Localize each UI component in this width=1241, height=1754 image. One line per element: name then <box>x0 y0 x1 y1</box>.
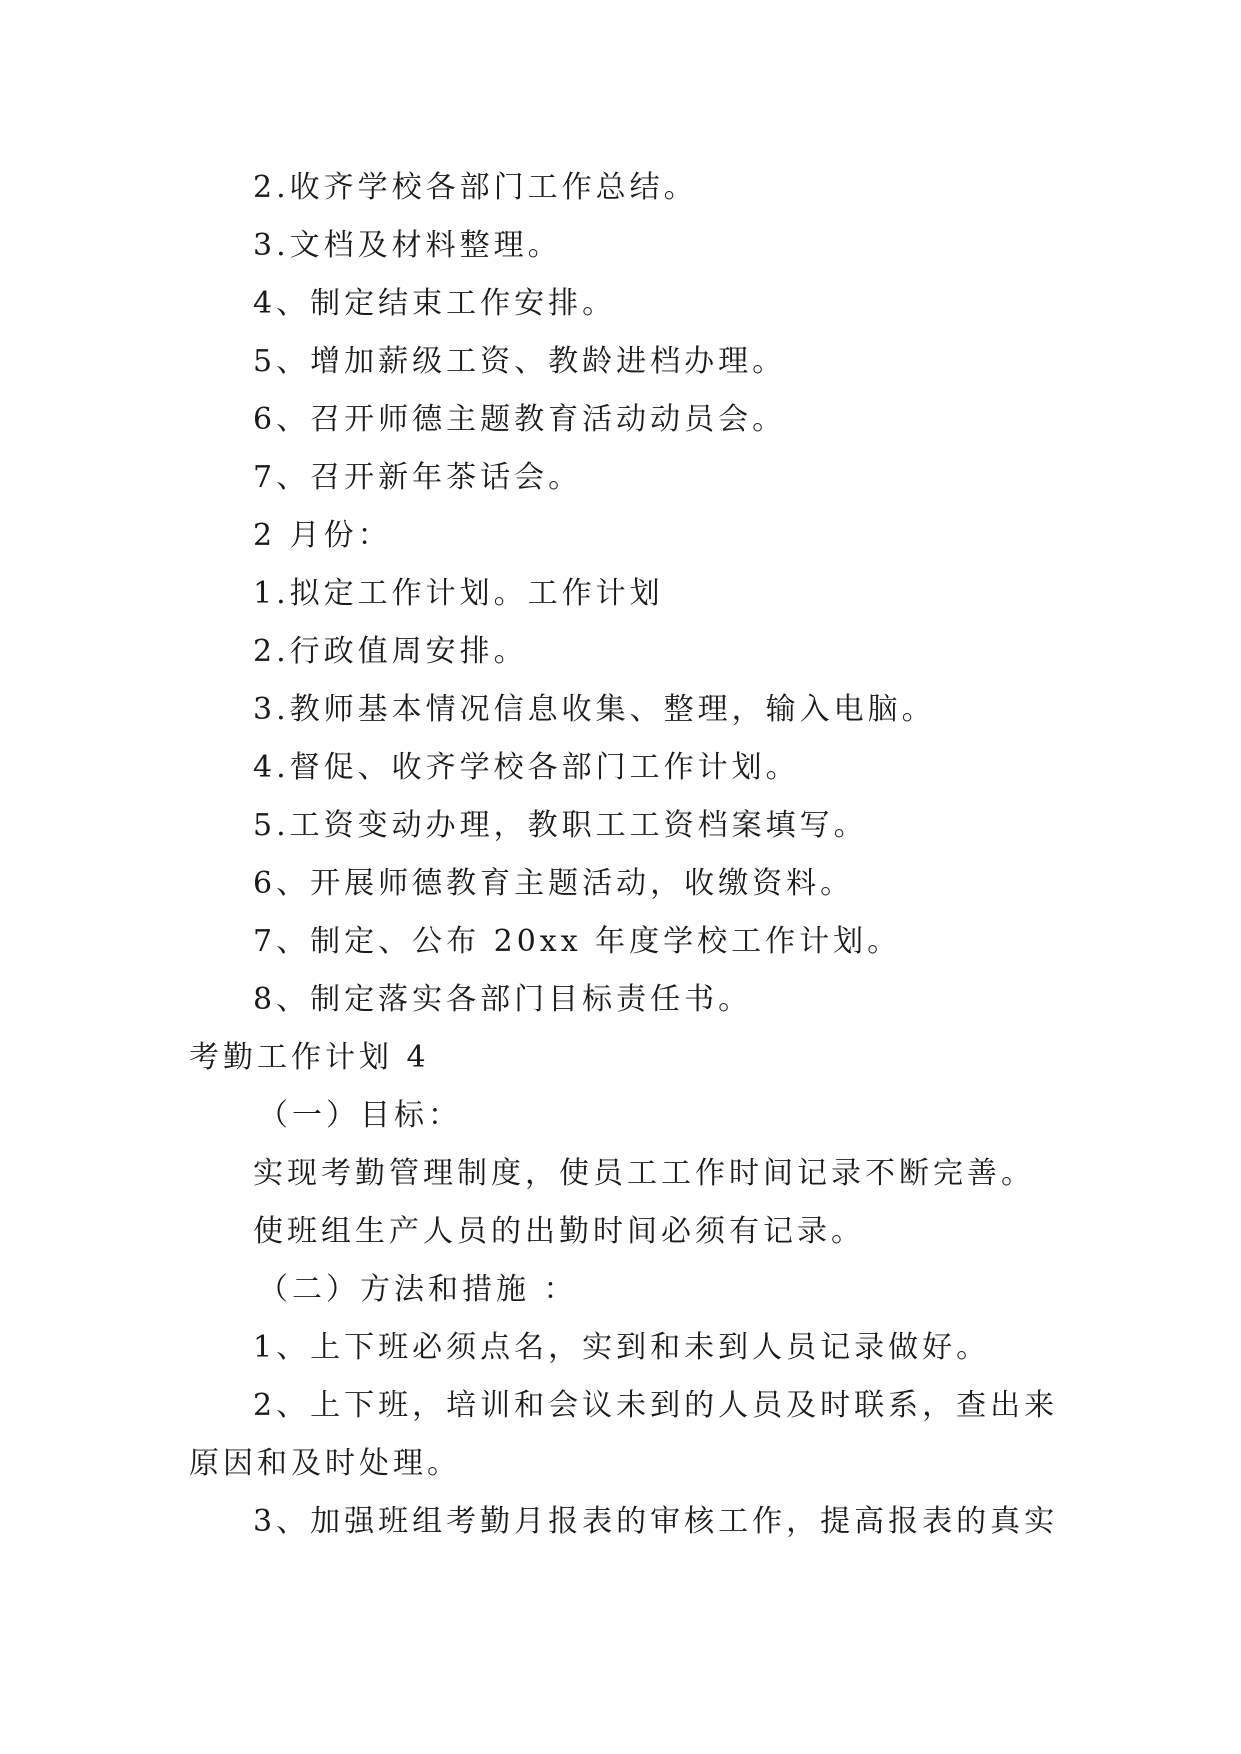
subsection-heading: （一）目标： <box>258 1098 462 1133</box>
text-line: 2、上下班，培训和会议未到的人员及时联系，查出来 <box>253 1388 1059 1423</box>
text-line: 1、上下班必须点名，实到和未到人员记录做好。 <box>253 1330 991 1365</box>
text-line: 3.文档及材料整理。 <box>253 228 562 263</box>
text-line: 2 月份： <box>253 518 392 553</box>
text-line: 原因和及时处理。 <box>189 1446 461 1481</box>
text-line: 7、召开新年茶话会。 <box>253 460 583 495</box>
text-line: 6、开展师德教育主题活动，收缴资料。 <box>253 866 855 901</box>
text-line: 8、制定落实各部门目标责任书。 <box>253 982 753 1017</box>
text-line: 2.收齐学校各部门工作总结。 <box>253 170 698 205</box>
subsection-heading: （二）方法和措施 ： <box>258 1272 578 1307</box>
text-line: 7、制定、公布 20xx 年度学校工作计划。 <box>253 924 902 959</box>
text-line: 5.工资变动办理，教职工工资档案填写。 <box>253 808 868 843</box>
text-line: 实现考勤管理制度，使员工工作时间记录不断完善。 <box>253 1156 1035 1191</box>
text-line: 使班组生产人员的出勤时间必须有记录。 <box>253 1214 865 1249</box>
text-line: 4.督促、收齐学校各部门工作计划。 <box>253 750 800 785</box>
text-line: 3.教师基本情况信息收集、整理，输入电脑。 <box>253 692 936 727</box>
text-line: 6、召开师德主题教育活动动员会。 <box>253 402 787 437</box>
text-line: 3、加强班组考勤月报表的审核工作，提高报表的真实 <box>253 1504 1059 1539</box>
text-line: 4、制定结束工作安排。 <box>253 286 617 321</box>
text-line: 5、增加薪级工资、教龄进档办理。 <box>253 344 787 379</box>
section-title: 考勤工作计划 4 <box>189 1040 430 1075</box>
text-line: 1.拟定工作计划。工作计划 <box>253 576 664 611</box>
text-line: 2.行政值周安排。 <box>253 634 528 669</box>
